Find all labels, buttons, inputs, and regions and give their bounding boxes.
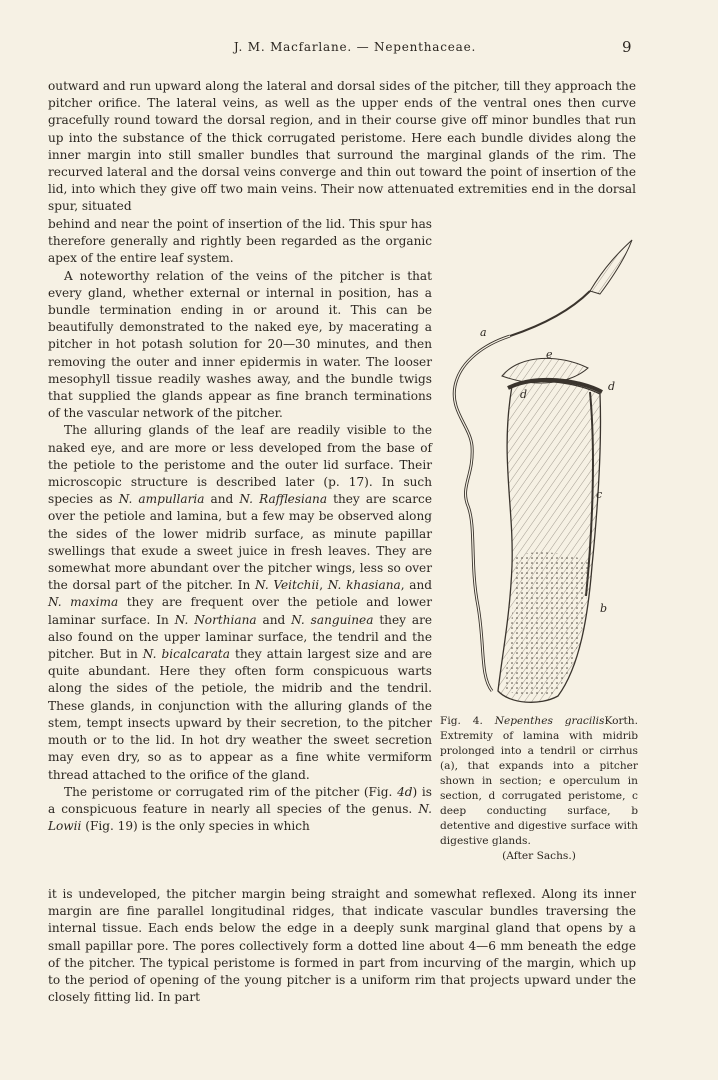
species-name: N. ampullaria	[118, 492, 205, 507]
paragraph-spur: behind and near the point of insertion of the lid. This spur has therefore generally and rightly been regarded as the organic apex of the entire leaf system.	[48, 217, 432, 266]
label-b: b	[600, 602, 608, 615]
species-name: N. Rafflesiana	[239, 492, 328, 507]
paragraph-peristome: The peristome or corrugated rim of the pitcher (Fig. 4d) is a conspicuous feature in nearly all species of the genus. N. Lowii (Fig. 19) is the only species in which	[48, 784, 432, 834]
label-d-left: d	[520, 388, 528, 401]
caption-author: Korth.	[604, 715, 638, 727]
digestive-zone	[504, 552, 590, 697]
species-name: N. Veitchii	[255, 578, 320, 593]
caption-text: Extremity of lamina with midrib prolonged into a tendril or cirrhus (a), that expands into a pitcher shown in section; e operculum in section, d corrugated peristome, c deep conducting surface, b detentive and digestive surface with digestive glands.	[440, 730, 638, 847]
caption-credit: (After Sachs.)	[502, 850, 576, 862]
caption-label: Fig. 4.	[440, 715, 483, 727]
species-name: N. Northiana	[174, 612, 257, 627]
left-column	[48, 216, 432, 835]
page-number: 9	[622, 38, 632, 56]
running-head: J. M. Macfarlane. — Nepenthaceae.	[233, 40, 477, 54]
label-c: c	[596, 488, 603, 501]
species-name: N. Lowii	[48, 801, 432, 834]
caption-species: Nepenthes gracilis	[494, 715, 605, 727]
label-a: a	[480, 326, 487, 339]
page-header	[0, 40, 718, 60]
paragraph-veins: A noteworthy relation of the veins of the pitcher is that every gland, whether external or internal in position, has a bundle termination ending in or around it. This can be beautifully demonstrated to the naked eye, by macerating a pitcher in hot potash solution for 20—30 minutes, and then removing the outer and inner epidermis in water. The looser mesophyll tissue readily washes away, and the bundle twigs that supplied the glands appear as fine branch terminations of the vascular network of the pitcher.	[48, 268, 432, 421]
paragraph-full-width: outward and run upward along the lateral and dorsal sides of the pitcher, till they approach the pitcher orifice. The lateral veins, as well as the upper ends of the ventral ones then curve gracefully round toward the dorsal region, and in their course give off minor bundles that run up into the substance of the thick corrugated peristome. Here each bundle divides along the inner margin into still smaller bundles that surround the marginal glands of the rim. The recurved lateral and the dorsal veins converge and thin out toward the point of insertion of the lid, into which they give off two main veins. Their now attenuated extremities end in the dorsal spur, situated	[48, 79, 636, 214]
species-name: N. maxima	[48, 595, 119, 610]
figure-pitcher-illustration	[440, 236, 640, 716]
species-name: N. khasiana	[327, 578, 401, 593]
species-name: N. bicalcarata	[142, 647, 230, 662]
paragraph-full-width-bottom: it is undeveloped, the pitcher margin being straight and somewhat reflexed. Along its inner margin are fine parallel longitudinal ridges, that indicate vascular bundles traversing the internal tissue. Each ends below the edge in a deeply sunk marginal gland that opens by a small papillar pore. The pores collectively form a dotted line about 4—6 mm beneath the edge of the pitcher. The typical peristome is formed in part from incurving of the margin, which up to the period of opening of the young pitcher is a uniform rim that projects upward under the closely fitting lid. In part	[48, 887, 636, 1005]
figure-caption	[440, 714, 638, 864]
species-name: N. sanguinea	[291, 612, 374, 627]
label-d-right: d	[608, 380, 616, 393]
pitcher-drawing	[440, 236, 640, 716]
lamina-tip	[590, 240, 632, 294]
top-paragraph	[48, 78, 636, 216]
bottom-paragraph	[48, 886, 636, 1006]
label-e: e	[546, 348, 553, 361]
paragraph-alluring-glands: The alluring glands of the leaf are readily visible to the naked eye, and are more or less developed from the base of the petiole to the peristome and the outer lid surface. Their microscopic structure is described later (p. 17). In such species as N. ampullaria and N. Rafflesiana they are scarce over the petiole and lamina, but a few may be observed along the sides of the lower midrib surface, as minute papillar swellings that exude a sweet juice in fresh leaves. They are somewhat more abundant over the pitcher wings, less so over the dorsal part of the pitcher. In N. Veitchii, N. khasiana, and N. maxima they are frequent over the petiole and lower laminar surface. In N. Northiana and N. sanguinea they are also found on the upper laminar surface, the tendril and the pitcher. But in N. bicalcarata they attain largest size and are quite abundant. Here they often form conspicuous warts along the sides of the petiole, the midrib and the tendril. These glands, in conjunction with the alluring glands of the stem, tempt insects upward by their secretion, to the pitcher mouth or to the lid. In hot dry weather the sweet secretion may even dry, so as to appear as a fine white vermiform thread attached to the orifice of the gland.	[48, 423, 433, 782]
